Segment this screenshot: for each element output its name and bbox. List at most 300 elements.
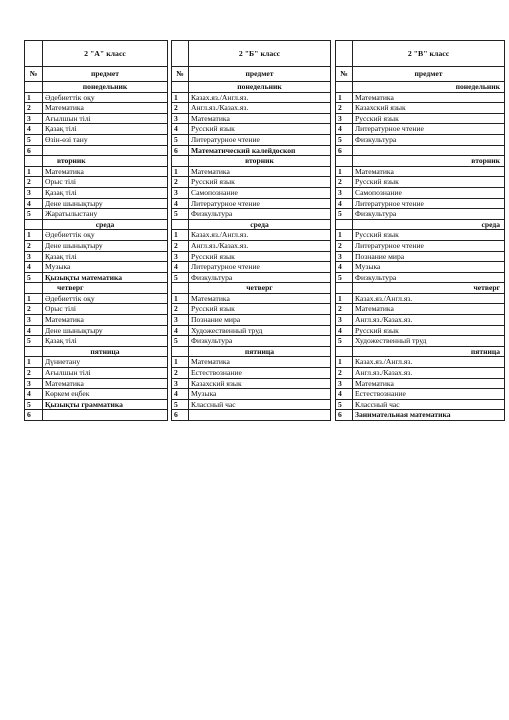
lesson-row	[25, 145, 168, 156]
lesson-subject: Жаратылыстану	[43, 209, 168, 220]
title-spacer	[172, 41, 189, 67]
lesson-subject: Әдебиеттік оқу	[43, 230, 168, 241]
subject-column-header: предмет	[189, 67, 331, 82]
lesson-row	[172, 124, 331, 135]
lesson-subject: Англ.яз./Казах.яз.	[189, 240, 331, 251]
lesson-row	[172, 166, 331, 177]
lesson-subject: Англ.яз./Казах.яз.	[353, 368, 505, 379]
lesson-row	[25, 272, 168, 283]
lesson-row	[336, 240, 505, 251]
lesson-subject: Қызықты математика	[43, 272, 168, 283]
lesson-subject: Литературное чтение	[189, 134, 331, 145]
lesson-subject	[189, 410, 331, 421]
day-name: пятница	[43, 346, 168, 357]
lesson-row	[172, 177, 331, 188]
lesson-number: 5	[336, 209, 353, 220]
lesson-subject: Самопознание	[353, 187, 505, 198]
day-spacer	[25, 283, 43, 294]
lesson-subject: Математика	[43, 378, 168, 389]
day-header-row	[25, 346, 168, 357]
lesson-number: 1	[172, 293, 189, 304]
lesson-subject: Орыс тілі	[43, 177, 168, 188]
lesson-row	[336, 368, 505, 379]
lesson-number: 4	[172, 262, 189, 273]
lesson-row	[25, 209, 168, 220]
lesson-row	[336, 187, 505, 198]
lesson-subject: Орыс тілі	[43, 304, 168, 315]
lesson-row	[172, 209, 331, 220]
lesson-subject: Художественный труд	[189, 325, 331, 336]
lesson-subject: Математика	[43, 103, 168, 114]
lesson-subject: Физкультура	[189, 272, 331, 283]
lesson-row	[25, 336, 168, 347]
lesson-subject: Казах.яз./Англ.яз.	[353, 357, 505, 368]
lesson-subject: Русский язык	[353, 230, 505, 241]
lesson-row	[25, 293, 168, 304]
lesson-subject: Естествознание	[353, 389, 505, 400]
lesson-subject: Художественный труд	[353, 336, 505, 347]
lesson-row	[336, 399, 505, 410]
number-column-header: №	[172, 67, 189, 82]
lesson-number: 1	[172, 92, 189, 103]
lesson-row	[172, 304, 331, 315]
lesson-number: 3	[25, 251, 43, 262]
title-spacer	[336, 41, 353, 67]
lesson-row	[25, 92, 168, 103]
lesson-number: 1	[336, 92, 353, 103]
lesson-subject: Математика	[189, 357, 331, 368]
lesson-number: 1	[172, 357, 189, 368]
lesson-number: 4	[25, 325, 43, 336]
day-name: пятница	[189, 346, 331, 357]
lesson-number: 6	[336, 410, 353, 421]
lesson-number: 3	[172, 251, 189, 262]
lesson-number: 1	[336, 357, 353, 368]
lesson-subject: Англ.яз./Казах.яз.	[189, 103, 331, 114]
table-title-row	[172, 41, 331, 67]
lesson-row	[336, 198, 505, 209]
lesson-row	[172, 293, 331, 304]
lesson-number: 2	[25, 304, 43, 315]
lesson-number: 3	[336, 315, 353, 326]
lesson-row	[25, 315, 168, 326]
lesson-subject: Дүниетану	[43, 357, 168, 368]
class-title: 2 "Б" класс	[189, 41, 331, 67]
day-spacer	[336, 156, 353, 167]
lesson-number: 3	[172, 187, 189, 198]
lesson-row	[172, 113, 331, 124]
day-spacer	[25, 82, 43, 93]
lesson-number: 2	[25, 177, 43, 188]
lesson-row	[336, 177, 505, 188]
lesson-row	[336, 124, 505, 135]
lesson-number: 2	[172, 177, 189, 188]
lesson-subject: Қазақ тілі	[43, 336, 168, 347]
day-spacer	[336, 283, 353, 294]
day-spacer	[172, 82, 189, 93]
subject-column-header: предмет	[43, 67, 168, 82]
lesson-row	[172, 230, 331, 241]
lesson-subject: Русский язык	[189, 251, 331, 262]
lesson-number: 4	[25, 389, 43, 400]
lesson-subject: Қазақ тілі	[43, 251, 168, 262]
lesson-subject: Математика	[353, 166, 505, 177]
day-header-row	[172, 283, 331, 294]
lesson-number: 5	[172, 134, 189, 145]
day-spacer	[25, 346, 43, 357]
lesson-number: 4	[336, 325, 353, 336]
lesson-row	[25, 368, 168, 379]
lesson-subject: Музыка	[189, 389, 331, 400]
lesson-subject: Русский язык	[353, 177, 505, 188]
lesson-subject: Казахский язык	[353, 103, 505, 114]
lesson-subject: Ағылшын тілі	[43, 368, 168, 379]
lesson-row	[336, 389, 505, 400]
lesson-number: 4	[172, 389, 189, 400]
lesson-subject: Әдебиеттік оқу	[43, 293, 168, 304]
lesson-number: 5	[336, 134, 353, 145]
lesson-row	[172, 272, 331, 283]
lesson-subject: Ағылшын тілі	[43, 113, 168, 124]
lesson-subject: Физкультура	[189, 336, 331, 347]
day-name: вторник	[353, 156, 505, 167]
lesson-number: 1	[25, 92, 43, 103]
lesson-number: 4	[25, 198, 43, 209]
lesson-subject: Қызықты грамматика	[43, 399, 168, 410]
lesson-row	[25, 240, 168, 251]
lesson-subject: Русский язык	[353, 113, 505, 124]
table-title-row	[336, 41, 505, 67]
lesson-number: 5	[25, 209, 43, 220]
lesson-row	[336, 325, 505, 336]
lesson-subject: Физкультура	[353, 209, 505, 220]
lesson-subject: Математический калейдоскоп	[189, 145, 331, 156]
lesson-row	[336, 209, 505, 220]
day-spacer	[172, 156, 189, 167]
lesson-row	[336, 92, 505, 103]
lesson-number: 3	[172, 378, 189, 389]
lesson-subject: Физкультура	[189, 209, 331, 220]
lesson-row	[25, 378, 168, 389]
lesson-subject: Литературное чтение	[353, 240, 505, 251]
lesson-row	[25, 304, 168, 315]
lesson-subject: Қазақ тілі	[43, 187, 168, 198]
lesson-row	[25, 177, 168, 188]
lesson-row	[336, 272, 505, 283]
lesson-subject: Казах.яз./Англ.яз.	[189, 92, 331, 103]
lesson-row	[25, 187, 168, 198]
lesson-number: 2	[25, 103, 43, 114]
lesson-number: 3	[336, 187, 353, 198]
lesson-subject: Дене шынықтыру	[43, 198, 168, 209]
day-header-row	[25, 156, 168, 167]
lesson-subject: Литературное чтение	[353, 124, 505, 135]
lesson-row	[336, 103, 505, 114]
lesson-subject: Математика	[189, 113, 331, 124]
lesson-number: 5	[172, 272, 189, 283]
lesson-row	[172, 103, 331, 114]
lesson-subject: Дене шынықтыру	[43, 240, 168, 251]
lesson-number: 1	[25, 357, 43, 368]
lesson-row	[336, 336, 505, 347]
lesson-row	[25, 103, 168, 114]
lesson-subject: Математика	[43, 315, 168, 326]
lesson-row	[336, 410, 505, 421]
lesson-number: 1	[172, 166, 189, 177]
lesson-subject: Математика	[189, 166, 331, 177]
lesson-row	[172, 368, 331, 379]
lesson-number: 3	[25, 187, 43, 198]
day-header-row	[25, 219, 168, 230]
lesson-subject: Классный час	[353, 399, 505, 410]
lesson-number: 3	[336, 251, 353, 262]
lesson-row	[25, 399, 168, 410]
lesson-number: 2	[172, 103, 189, 114]
lesson-subject: Литературное чтение	[189, 198, 331, 209]
lesson-row	[172, 410, 331, 421]
schedule-table-2b	[171, 40, 331, 421]
lesson-number: 5	[172, 209, 189, 220]
lesson-number: 1	[336, 293, 353, 304]
day-name: пятница	[353, 346, 505, 357]
day-header-row	[336, 283, 505, 294]
lesson-subject: Математика	[353, 304, 505, 315]
lesson-subject: Әдебиеттік оқу	[43, 92, 168, 103]
lesson-subject: Русский язык	[353, 325, 505, 336]
lesson-number: 5	[336, 336, 353, 347]
lesson-number: 6	[172, 410, 189, 421]
lesson-subject: Познание мира	[353, 251, 505, 262]
day-name: четверг	[43, 283, 168, 294]
lesson-row	[336, 251, 505, 262]
lesson-row	[172, 378, 331, 389]
lesson-row	[25, 410, 168, 421]
day-spacer	[336, 346, 353, 357]
lesson-number: 2	[336, 304, 353, 315]
lesson-number: 3	[172, 315, 189, 326]
lesson-row	[25, 166, 168, 177]
day-name: понедельник	[189, 82, 331, 93]
lesson-row	[336, 315, 505, 326]
lesson-subject: Физкультура	[353, 134, 505, 145]
lesson-row	[25, 198, 168, 209]
lesson-subject	[353, 145, 505, 156]
lesson-subject	[43, 410, 168, 421]
lesson-subject: Математика	[43, 166, 168, 177]
lesson-number: 4	[336, 389, 353, 400]
lesson-row	[172, 187, 331, 198]
lesson-number: 2	[25, 368, 43, 379]
title-spacer	[25, 41, 43, 67]
lesson-number: 2	[172, 304, 189, 315]
lesson-row	[336, 145, 505, 156]
lesson-subject: Математика	[353, 378, 505, 389]
class-title: 2 "А" класс	[43, 41, 168, 67]
lesson-row	[25, 134, 168, 145]
lesson-subject: Музыка	[43, 262, 168, 273]
lesson-number: 3	[25, 113, 43, 124]
lesson-row	[172, 262, 331, 273]
day-header-row	[336, 346, 505, 357]
lesson-row	[172, 389, 331, 400]
lesson-subject: Литературное чтение	[189, 262, 331, 273]
lesson-number: 1	[25, 166, 43, 177]
lesson-number: 2	[172, 368, 189, 379]
lesson-number: 4	[25, 262, 43, 273]
lesson-row	[172, 251, 331, 262]
lesson-number: 4	[172, 198, 189, 209]
lesson-row	[172, 198, 331, 209]
lesson-subject: Казах.яз./Англ.яз.	[353, 293, 505, 304]
lesson-row	[336, 357, 505, 368]
day-spacer	[25, 219, 43, 230]
lesson-row	[336, 134, 505, 145]
number-column-header: №	[25, 67, 43, 82]
lesson-subject: Познание мира	[189, 315, 331, 326]
lesson-number: 3	[25, 378, 43, 389]
day-header-row	[25, 283, 168, 294]
lesson-row	[336, 293, 505, 304]
lesson-row	[172, 325, 331, 336]
lesson-row	[25, 124, 168, 135]
subject-column-header: предмет	[353, 67, 505, 82]
day-name: среда	[353, 219, 505, 230]
table-header-row	[336, 67, 505, 82]
lesson-number: 3	[25, 315, 43, 326]
lesson-subject: Қазақ тілі	[43, 124, 168, 135]
lesson-number: 3	[336, 113, 353, 124]
table-title-row	[25, 41, 168, 67]
lesson-subject: Литературное чтение	[353, 198, 505, 209]
lesson-subject: Англ.яз./Казах.яз.	[353, 315, 505, 326]
lesson-number: 6	[172, 145, 189, 156]
schedule-table-2a	[24, 40, 168, 421]
lesson-number: 2	[336, 177, 353, 188]
lesson-subject: Физкультура	[353, 272, 505, 283]
lesson-subject: Казах.яз./Англ.яз.	[189, 230, 331, 241]
table-header-row	[25, 67, 168, 82]
lesson-subject: Өзін-өзі тану	[43, 134, 168, 145]
lesson-subject: Самопознание	[189, 187, 331, 198]
lesson-row	[172, 134, 331, 145]
lesson-row	[336, 378, 505, 389]
lesson-number: 2	[25, 240, 43, 251]
day-name: среда	[189, 219, 331, 230]
lesson-subject	[43, 145, 168, 156]
day-spacer	[172, 283, 189, 294]
lesson-subject: Казахский язык	[189, 378, 331, 389]
lesson-number: 5	[25, 336, 43, 347]
lesson-number: 1	[25, 293, 43, 304]
lesson-number: 4	[336, 124, 353, 135]
lesson-number: 1	[336, 166, 353, 177]
lesson-number: 5	[336, 272, 353, 283]
lesson-number: 4	[172, 325, 189, 336]
table-header-row	[172, 67, 331, 82]
lesson-number: 4	[336, 198, 353, 209]
lesson-row	[172, 92, 331, 103]
day-name: вторник	[43, 156, 168, 167]
lesson-number: 6	[336, 145, 353, 156]
day-spacer	[172, 346, 189, 357]
lesson-row	[172, 315, 331, 326]
lesson-number: 3	[336, 378, 353, 389]
day-header-row	[172, 346, 331, 357]
lesson-row	[25, 251, 168, 262]
lesson-number: 6	[25, 410, 43, 421]
lesson-row	[172, 357, 331, 368]
day-header-row	[172, 156, 331, 167]
day-name: четверг	[189, 283, 331, 294]
day-name: вторник	[189, 156, 331, 167]
lesson-row	[25, 113, 168, 124]
lesson-row	[336, 166, 505, 177]
lesson-row	[25, 230, 168, 241]
day-name: понедельник	[353, 82, 505, 93]
lesson-number: 4	[25, 124, 43, 135]
lesson-number: 3	[172, 113, 189, 124]
lesson-subject: Математика	[189, 293, 331, 304]
lesson-subject: Русский язык	[189, 124, 331, 135]
lesson-subject: Математика	[353, 92, 505, 103]
lesson-row	[25, 262, 168, 273]
lesson-row	[336, 304, 505, 315]
lesson-number: 5	[336, 399, 353, 410]
lesson-number: 4	[336, 262, 353, 273]
lesson-number: 2	[172, 240, 189, 251]
day-header-row	[336, 82, 505, 93]
lesson-subject: Музыка	[353, 262, 505, 273]
lesson-number: 1	[336, 230, 353, 241]
lesson-row	[172, 399, 331, 410]
lesson-subject: Дене шынықтыру	[43, 325, 168, 336]
lesson-number: 1	[172, 230, 189, 241]
day-spacer	[336, 82, 353, 93]
lesson-row	[172, 336, 331, 347]
day-header-row	[336, 156, 505, 167]
lesson-row	[336, 262, 505, 273]
lesson-number: 1	[25, 230, 43, 241]
lesson-row	[172, 145, 331, 156]
lesson-subject: Русский язык	[189, 177, 331, 188]
lesson-row	[25, 389, 168, 400]
lesson-subject: Русский язык	[189, 304, 331, 315]
schedule-table-2v	[335, 40, 505, 421]
lesson-number: 5	[25, 399, 43, 410]
day-header-row	[336, 219, 505, 230]
lesson-number: 5	[25, 134, 43, 145]
lesson-number: 2	[336, 103, 353, 114]
lesson-row	[336, 230, 505, 241]
lesson-number: 5	[172, 399, 189, 410]
lesson-number: 2	[336, 368, 353, 379]
day-header-row	[25, 82, 168, 93]
day-header-row	[172, 219, 331, 230]
day-name: среда	[43, 219, 168, 230]
lesson-number: 4	[172, 124, 189, 135]
lesson-row	[25, 357, 168, 368]
day-spacer	[25, 156, 43, 167]
lesson-row	[172, 240, 331, 251]
lesson-row	[25, 325, 168, 336]
lesson-subject: Классный час	[189, 399, 331, 410]
lesson-number: 2	[336, 240, 353, 251]
lesson-subject: Көркем еңбек	[43, 389, 168, 400]
lesson-subject: Занимательная математика	[353, 410, 505, 421]
class-title: 2 "В" класс	[353, 41, 505, 67]
day-name: понедельник	[43, 82, 168, 93]
lesson-number: 5	[25, 272, 43, 283]
